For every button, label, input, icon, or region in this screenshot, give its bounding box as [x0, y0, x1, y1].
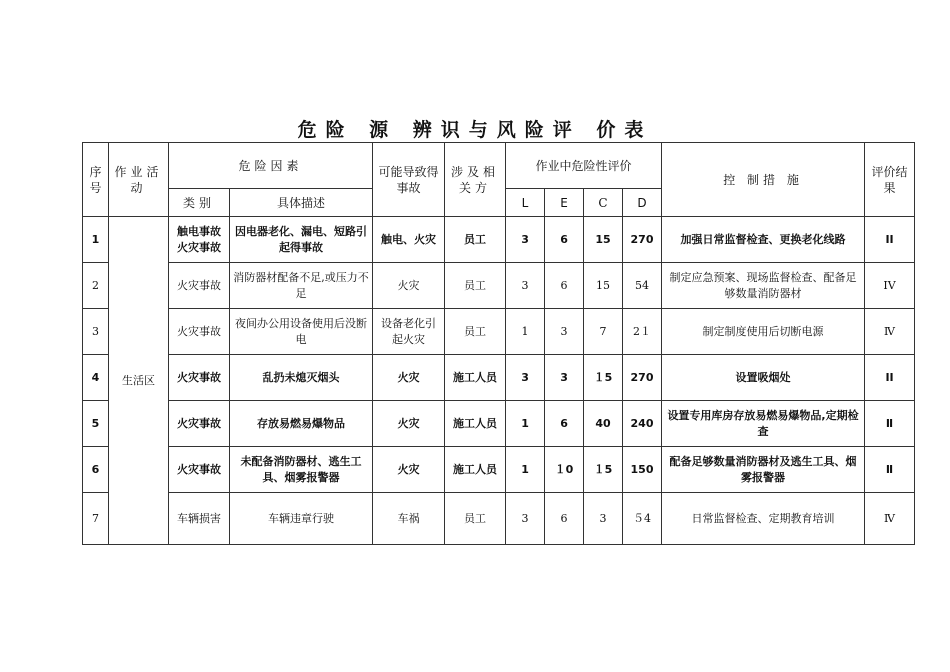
- table-row: [83, 447, 915, 493]
- table-row: [83, 401, 915, 447]
- row-control: 设置专用库房存放易燃易爆物品,定期检查: [662, 401, 865, 447]
- row-L: 1: [506, 309, 545, 355]
- row-accident: 触电、火灾: [373, 217, 445, 263]
- row-C: 15: [584, 263, 623, 309]
- row-accident: 火灾: [373, 401, 445, 447]
- row-C: 3: [584, 493, 623, 545]
- header-seq: 序号: [83, 143, 109, 217]
- header-evaluation: 作业中危险性评价: [506, 143, 662, 189]
- row-C: 40: [584, 401, 623, 447]
- row-D: 240: [623, 401, 662, 447]
- header-hazard: 危险因素: [169, 143, 373, 189]
- header-activity: 作业活动: [109, 143, 169, 217]
- row-L: 3: [506, 493, 545, 545]
- header-result: 评价结果: [865, 143, 915, 217]
- row-D: 270: [623, 355, 662, 401]
- header-category: 类别: [169, 189, 230, 217]
- row-E: 6: [545, 401, 584, 447]
- row-description: 未配备消防器材、逃生工具、烟雾报警器: [230, 447, 373, 493]
- row-D: 150: [623, 447, 662, 493]
- row-seq: 5: [83, 401, 109, 447]
- header-description: 具体描述: [230, 189, 373, 217]
- row-control: 制定制度使用后切断电源: [662, 309, 865, 355]
- row-description: 车辆违章行驶: [230, 493, 373, 545]
- header-D: D: [623, 189, 662, 217]
- row-seq: 3: [83, 309, 109, 355]
- row-control: 设置吸烟处: [662, 355, 865, 401]
- row-E: １0: [545, 447, 584, 493]
- row-result: ⅠⅠ: [865, 217, 915, 263]
- row-control: 加强日常监督检查、更换老化线路: [662, 217, 865, 263]
- row-seq: 2: [83, 263, 109, 309]
- row-description: 夜间办公用设备使用后没断电: [230, 309, 373, 355]
- row-L: 1: [506, 447, 545, 493]
- row-description: 存放易燃易爆物品: [230, 401, 373, 447]
- header-C: C: [584, 189, 623, 217]
- row-result: Ⅱ: [865, 401, 915, 447]
- row-C: １5: [584, 447, 623, 493]
- row-party: 施工人员: [445, 447, 506, 493]
- table-row: [83, 355, 915, 401]
- hazard-risk-table: [82, 142, 915, 545]
- table-row: [83, 493, 915, 545]
- row-C: 7: [584, 309, 623, 355]
- row-accident: 火灾: [373, 355, 445, 401]
- row-result: Ⅳ: [865, 493, 915, 545]
- row-description: 因电器老化、漏电、短路引起得事故: [230, 217, 373, 263]
- row-result: Ⅱ: [865, 447, 915, 493]
- row-category: 火灾事故: [169, 401, 230, 447]
- row-party: 施工人员: [445, 355, 506, 401]
- row-result: ⅠⅤ: [865, 263, 915, 309]
- row-category: 火灾事故: [169, 263, 230, 309]
- row-L: 3: [506, 355, 545, 401]
- header-L: L: [506, 189, 545, 217]
- row-party: 员工: [445, 493, 506, 545]
- row-control: 制定应急预案、现场监督检查、配备足够数量消防器材: [662, 263, 865, 309]
- row-party: 员工: [445, 263, 506, 309]
- row-C: １5: [584, 355, 623, 401]
- row-C: 15: [584, 217, 623, 263]
- row-seq: 6: [83, 447, 109, 493]
- row-seq: 4: [83, 355, 109, 401]
- row-E: 6: [545, 263, 584, 309]
- row-E: 3: [545, 355, 584, 401]
- row-control: 配备足够数量消防器材及逃生工具、烟雾报警器: [662, 447, 865, 493]
- row-E: 6: [545, 493, 584, 545]
- row-L: 3: [506, 263, 545, 309]
- row-description: 消防器材配备不足,或压力不足: [230, 263, 373, 309]
- page-title: 危险 源 辨识与风险评 价表: [297, 119, 653, 141]
- header-party: 涉及相关方: [445, 143, 506, 217]
- row-D: ５4: [623, 493, 662, 545]
- row-E: 6: [545, 217, 584, 263]
- row-category: 触电事故火灾事故: [169, 217, 230, 263]
- row-control: 日常监督检查、定期教育培训: [662, 493, 865, 545]
- row-party: 员工: [445, 217, 506, 263]
- row-result: Ⅳ: [865, 309, 915, 355]
- row-D: 54: [623, 263, 662, 309]
- row-D: 270: [623, 217, 662, 263]
- row-party: 施工人员: [445, 401, 506, 447]
- row-seq: 1: [83, 217, 109, 263]
- row-category: 火灾事故: [169, 355, 230, 401]
- header-accident: 可能导致得事故: [373, 143, 445, 217]
- row-category: 火灾事故: [169, 309, 230, 355]
- row-accident: 火灾: [373, 447, 445, 493]
- row-D: 2１: [623, 309, 662, 355]
- row-L: 3: [506, 217, 545, 263]
- row-accident: 火灾: [373, 263, 445, 309]
- header-E: E: [545, 189, 584, 217]
- row-accident: 设备老化引起火灾: [373, 309, 445, 355]
- table-row: [83, 217, 915, 263]
- row-category: 车辆损害: [169, 493, 230, 545]
- row-E: 3: [545, 309, 584, 355]
- row-activity: 生活区: [109, 217, 169, 545]
- row-seq: 7: [83, 493, 109, 545]
- header-control: 控 制措 施: [662, 143, 865, 217]
- row-party: 员工: [445, 309, 506, 355]
- table-row: [83, 309, 915, 355]
- row-accident: 车祸: [373, 493, 445, 545]
- row-category: 火灾事故: [169, 447, 230, 493]
- row-description: 乱扔未熄灭烟头: [230, 355, 373, 401]
- row-L: 1: [506, 401, 545, 447]
- row-result: ⅠⅠ: [865, 355, 915, 401]
- table-row: [83, 263, 915, 309]
